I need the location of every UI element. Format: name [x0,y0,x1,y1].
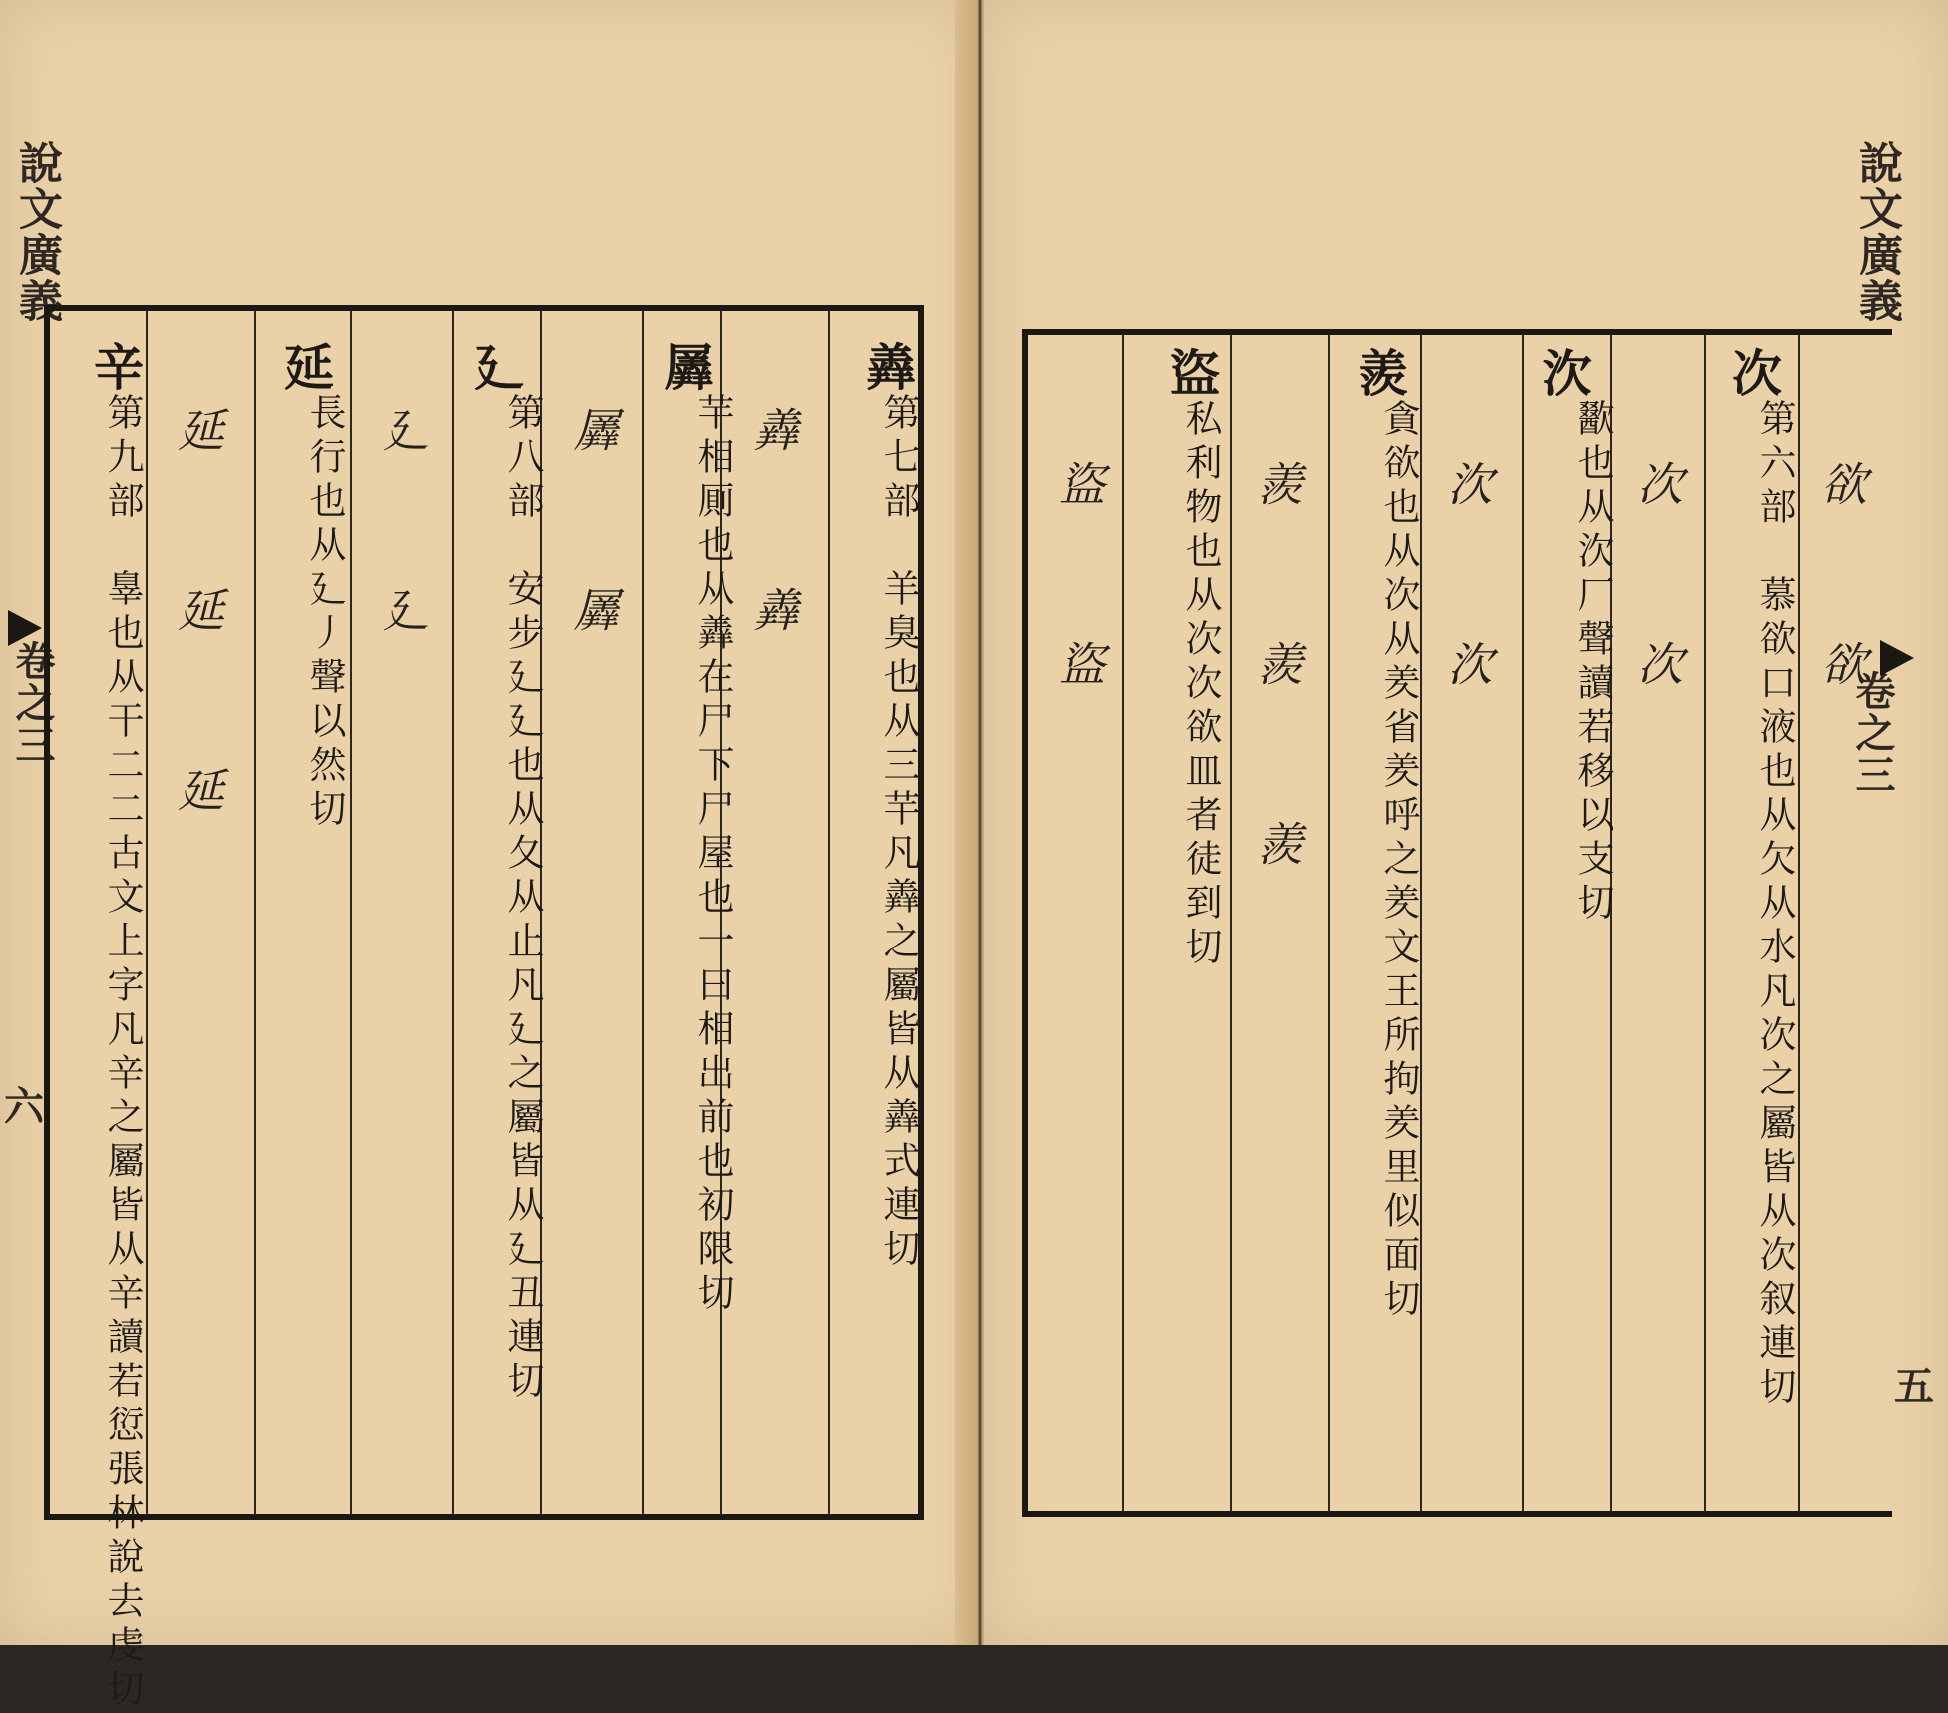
seal-script-forms: 次 次 [1630,460,1684,726]
entry-gloss: 第八部 安步廴廴也从夂从止凡廴之屬皆从廴丑連切 [501,393,544,1405]
seal-script-forms: 㳄 㳄 [1440,460,1494,726]
seal-script-forms: 羼 羼 [566,406,620,672]
entry-head: 㳄 [1534,347,1593,397]
right-page-number: 五 [1894,1363,1934,1410]
seal-script-forms: 延 延 延 [171,406,225,852]
left-margin-title: 說文廣義 [11,140,62,324]
seal-script-forms: 盜 盜 [1052,460,1106,726]
entry-head: 盜 [1162,347,1221,397]
entry-head: 延 [276,341,335,391]
column-rule [1122,335,1124,1511]
left-text-frame [44,305,924,1713]
entry-head: 羴 [858,341,917,391]
seal-script-forms: 欲 欲 [1814,460,1868,726]
entry-gloss: 芉相厠也从羴在尸下尸屋也一曰相出前也初限切 [691,393,734,1317]
column-rule [146,311,148,1514]
left-page-number: 六 [4,1083,44,1130]
left-margin-volume: 卷之三 [9,640,56,766]
entry-gloss: 私利物也从次次欲皿者徒到切 [1179,399,1222,971]
seal-script-forms: 羨 羨 羨 [1250,460,1304,906]
column-rule [1230,335,1232,1511]
entry-head: 羼 [656,341,715,391]
entry-head: 廴 [466,341,525,391]
entry-gloss: 第七部 羊臭也从三芉凡羴之屬皆从羴式連切 [877,393,920,1273]
entry-head: 次 [1724,347,1783,397]
entry-gloss: 貪欲也从次从羑省羑呼之羑文王所拘羑里似面切 [1377,399,1420,1323]
seal-script-forms: 羴 羴 [746,406,800,672]
column-rule [350,311,352,1514]
column-rule [1798,335,1800,1511]
seal-script-forms: 廴 廴 [376,406,430,672]
entry-gloss: 歠也从㳄厂聲讀若移以支切 [1571,399,1614,927]
entry-head: 辛 [86,341,145,391]
right-text-frame [1022,329,1892,1517]
right-margin-title: 說文廣義 [1851,140,1902,324]
right-margin-volume: 卷之三 [1849,670,1896,796]
entry-gloss: 第九部 辠也从干二二古文上字凡辛之屬皆从辛讀若愆張林說去虔切 [101,393,144,1713]
entry-gloss: 長行也从廴丿聲以然切 [303,393,346,833]
entry-gloss: 第六部 慕欲口液也从欠从水凡次之屬皆从次叙連切 [1753,399,1796,1411]
fishtail-mark-left [8,610,42,646]
entry-head: 羨 [1350,347,1409,397]
